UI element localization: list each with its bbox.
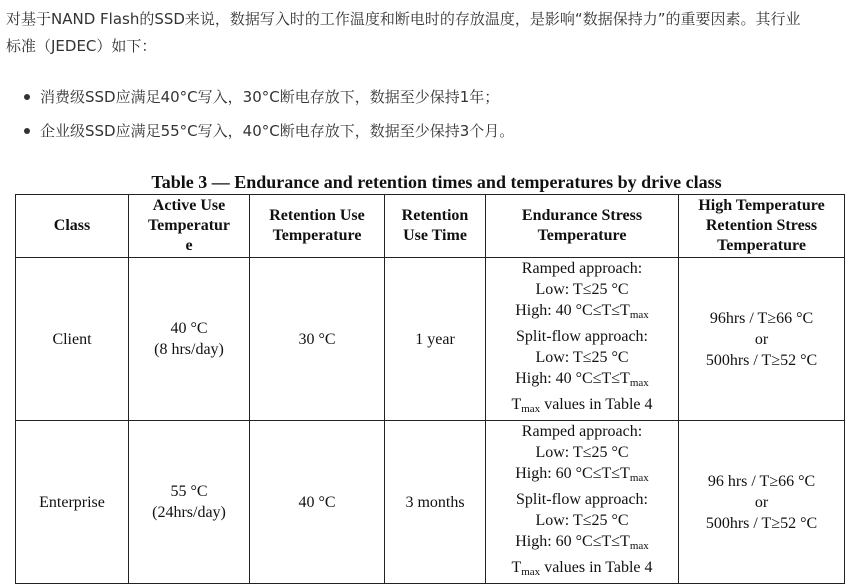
header-endurance-stress-temperature: Endurance Stress Temperature bbox=[486, 195, 679, 258]
endurance-table bbox=[15, 194, 845, 584]
bullet-icon bbox=[24, 128, 30, 134]
cell-endurance-stress: Ramped approach: Low: T≤25 °C High: 40 $^\circ C\le T\le T_{max}$ Split-flow approach: Low: T≤25 °C High: 40 $^\circ C\le T\le T_{max}$ $T_{max}$ values in Table 4 bbox=[486, 258, 679, 421]
cell-retention-time: 3 months bbox=[385, 421, 486, 584]
cell-retention-temperature: 30 °C bbox=[250, 258, 385, 421]
table-header-row bbox=[16, 195, 845, 258]
list-item-text: 企业级SSD应满足55°C写入，40°C断电存放下，数据至少保持3个月。 bbox=[40, 122, 515, 140]
cell-active-use-temperature: 40 °C (8 hrs/day) bbox=[129, 258, 250, 421]
list-item bbox=[24, 84, 514, 118]
intro-line-1: 对基于NAND Flash的SSD来说，数据写入时的工作温度和断电时的存放温度，是影响“数据保持力”的重要因素。其行业 bbox=[6, 10, 801, 28]
cell-active-use-temperature: 55 °C (24hrs/day) bbox=[129, 421, 250, 584]
header-class: Class bbox=[16, 195, 129, 258]
cell-endurance-stress: Ramped approach: Low: T≤25 °C High: 60 $^\circ C\le T\le T_{max}$ Split-flow approach: Low: T≤25 °C High: 60 $^\circ C\le T\le T_{max}$ $T_{max}$ values in Table 4 bbox=[486, 421, 679, 584]
table-row bbox=[16, 258, 845, 421]
table-row bbox=[16, 421, 845, 584]
cell-retention-temperature: 40 °C bbox=[250, 421, 385, 584]
cell-high-temperature-retention: 96hrs / T≥66 °C or 500hrs / T≥52 °C bbox=[679, 258, 845, 421]
cell-class: Client bbox=[16, 258, 129, 421]
bullet-icon bbox=[24, 94, 30, 100]
header-high-temperature-retention: High Temperature Retention Stress Temperature bbox=[679, 195, 845, 258]
intro-line-2: 标准（JEDEC）如下： bbox=[6, 37, 157, 55]
cell-class: Enterprise bbox=[16, 421, 129, 584]
header-retention-use-temperature: Retention Use Temperature bbox=[250, 195, 385, 258]
cell-high-temperature-retention: 96 hrs / T≥66 °C or 500hrs / T≥52 °C bbox=[679, 421, 845, 584]
intro-paragraph bbox=[6, 6, 849, 60]
list-item-text: 消费级SSD应满足40°C写入，30°C断电存放下，数据至少保持1年； bbox=[40, 88, 500, 106]
cell-retention-time: 1 year bbox=[385, 258, 486, 421]
standard-list bbox=[24, 84, 514, 152]
list-item bbox=[24, 118, 514, 152]
table-caption: Table 3 — Endurance and retention times and temperatures by drive class bbox=[151, 172, 722, 192]
header-active-use-temperature: Active Use Temperatur e bbox=[129, 195, 250, 258]
header-retention-use-time: Retention Use Time bbox=[385, 195, 486, 258]
